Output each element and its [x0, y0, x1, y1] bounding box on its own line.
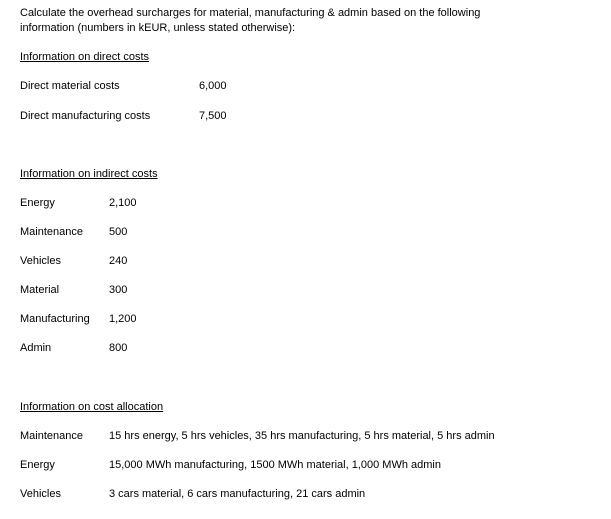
cost-allocation-heading: Information on cost allocation	[20, 401, 164, 413]
indirect-costs-value-energy: 2,100	[109, 197, 137, 209]
direct-costs-value-material: 6,000	[199, 80, 227, 92]
allocation-value-maintenance: 15 hrs energy, 5 hrs vehicles, 35 hrs manufacturing, 5 hrs material, 5 hrs admin	[109, 430, 495, 442]
indirect-costs-label-vehicles: Vehicles	[20, 255, 61, 267]
indirect-costs-label-material: Material	[20, 284, 60, 296]
indirect-costs-heading: Information on indirect costs	[20, 168, 158, 180]
indirect-costs-label-manufacturing: Manufacturing	[20, 313, 90, 325]
direct-costs-label-manufacturing: Direct manufacturing costs	[20, 110, 151, 122]
allocation-label-energy: Energy	[20, 459, 55, 471]
direct-costs-label-material: Direct material costs	[20, 80, 120, 92]
allocation-label-maintenance: Maintenance	[20, 430, 83, 442]
direct-costs-value-manufacturing: 7,500	[199, 110, 227, 122]
indirect-costs-value-vehicles: 240	[109, 255, 128, 267]
allocation-label-vehicles: Vehicles	[20, 488, 61, 500]
indirect-costs-label-energy: Energy	[20, 197, 55, 209]
indirect-costs-value-material: 300	[109, 284, 128, 296]
indirect-costs-label-admin: Admin	[20, 342, 52, 354]
indirect-costs-value-manufacturing: 1,200	[109, 313, 137, 325]
intro-line-1: Calculate the overhead surcharges for material, manufacturing & admin based on the following	[20, 7, 481, 19]
indirect-costs-value-maintenance: 500	[109, 226, 128, 238]
intro-line-2: information (numbers in kEUR, unless stated otherwise):	[20, 22, 296, 34]
allocation-value-vehicles: 3 cars material, 6 cars manufacturing, 21 cars admin	[109, 488, 366, 500]
indirect-costs-value-admin: 800	[109, 342, 128, 354]
allocation-value-energy: 15,000 MWh manufacturing, 1500 MWh material, 1,000 MWh admin	[109, 459, 441, 471]
direct-costs-heading: Information on direct costs	[20, 51, 150, 63]
indirect-costs-label-maintenance: Maintenance	[20, 226, 83, 238]
